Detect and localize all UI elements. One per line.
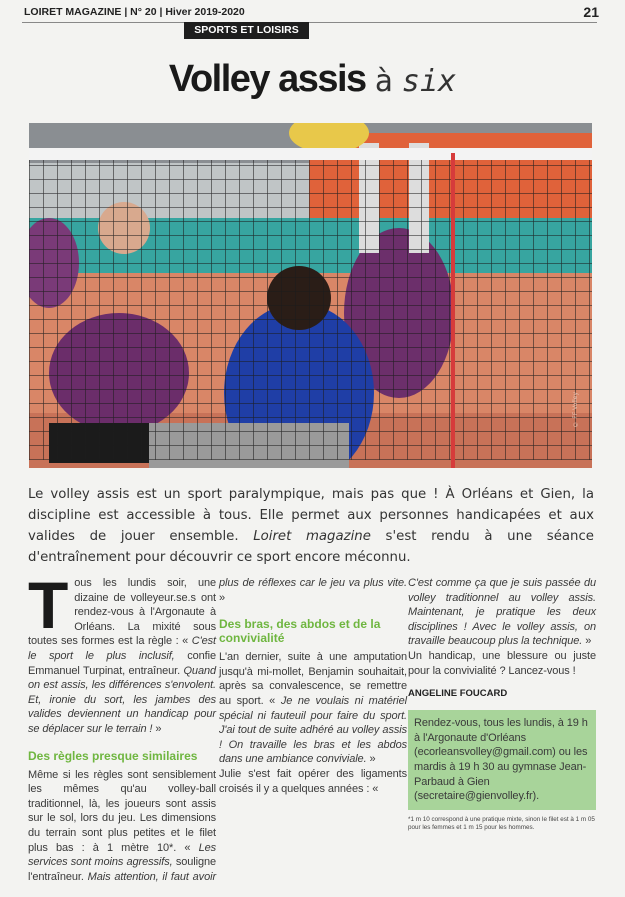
title-light-a: à — [374, 64, 393, 99]
title-light-b: six — [401, 64, 457, 99]
columns-1-2 — [28, 568, 407, 894]
running-header: LOIRET MAGAZINE | N° 20 | Hiver 2019-2020 — [24, 6, 245, 18]
quote-text: C'est comme ça que je suis passée du volley traditionnel au volley assis. Maintenant, je pratique les deux disciplines ! Avec le volley assis, on travaille beaucoup plus la technique. — [408, 577, 596, 648]
body-text: » — [582, 635, 592, 648]
body-text: Même si les règles sont sensiblement les mêmes qu'au volley-ball traditionnel, là, les joueurs sont assis sur le sol, lors du jeu. Les dimensions du terrain sont plus petites et le filet plus bas : à 1 mètre 10*. « — [28, 768, 216, 854]
body-text: Un handicap, une blessure ou juste pour la convivialité ? Lancez-vous ! — [408, 649, 596, 677]
article-photo — [29, 123, 592, 468]
body-text: ous les lundis soir, une dizaine de volleyeur.se.s ont rendez-vous à l'Argonaute à Orléans. La mixité sous toutes ses formes est la règle : « — [28, 577, 216, 648]
lead-text: s'est rendu à une séance d'entraînement pour découvrir ce sport encore méconnu. — [28, 529, 594, 565]
quote-text: C'est le sport le plus inclusif, — [28, 635, 216, 662]
body-text: » — [366, 753, 376, 766]
article-title — [0, 58, 625, 101]
body-text: Julie s'est fait opérer des ligaments croisés il y a quelques années : « — [219, 767, 407, 795]
title-bold: Volley assis — [168, 58, 366, 100]
body-text: confie Emmanuel Turpinat, entraîneur. — [28, 649, 216, 677]
lead-text: Le volley assis est un sport paralympique, mais pas que ! À Orléans et Gien, la discipline est accessible à tous. Elle permet aux personnes handicapées et aux valides de jouer ensemble. — [28, 487, 594, 544]
subheading-rules: Des règles presque similaires — [28, 748, 198, 763]
quote-text: Mais attention, il faut avoir plus de réflexes car le jeu va plus vite. — [87, 577, 407, 883]
body-text: souligne l'entraîneur. — [28, 856, 216, 883]
body-text: » — [219, 591, 226, 604]
drop-cap: T — [28, 568, 69, 642]
photo-credit: © FF Volley — [572, 392, 579, 428]
subheading-conviviality: Des bras, des abdos et de la convivialité — [219, 617, 381, 646]
lead-magazine-name: Loiret magazine — [253, 529, 371, 544]
quote-text: Les services sont moins agressifs, — [28, 841, 216, 869]
column-3 — [408, 576, 596, 832]
footnote: *1 m 10 correspond à une pratique mixte, sinon le filet est à 1 m 05 pour les femmes et 1 m 15 pour les hommes. — [408, 815, 595, 831]
header-divider — [22, 22, 597, 23]
lead-paragraph — [28, 484, 594, 568]
page-number: 21 — [583, 4, 599, 20]
section-label: SPORTS ET LOISIRS — [184, 22, 309, 39]
body-text: L'an dernier, suite à une amputation jusqu'à mi-mollet, Benjamin souhaitait, après sa convalescence, se remettre au sport. « — [219, 651, 407, 707]
quote-text: Quand on est assis, les différences s'envolent. Et, ironie du sort, les jambes des valides deviennent un handicap pour se déplacer sur le terrain ! — [28, 664, 216, 735]
info-box: Rendez-vous, tous les lundis, à 19 h à l'Argonaute d'Orléans (ecorleansvolley@gmail.com) ou les mardis à 19 h 30 au gymnase Jean-Parbaud à Gien (secretaire@gienvolley.fr). — [408, 710, 596, 810]
body-text: » — [152, 722, 162, 735]
author-signature: ANGELINE FOUCARD — [408, 688, 508, 700]
quote-text: Je ne voulais ni matériel spécial ni fauteuil pour faire du sport. J'ai tout de suite adhéré au volley assis ! On travaille les bras et les abdos dans une ambiance conviviale. — [219, 694, 407, 766]
